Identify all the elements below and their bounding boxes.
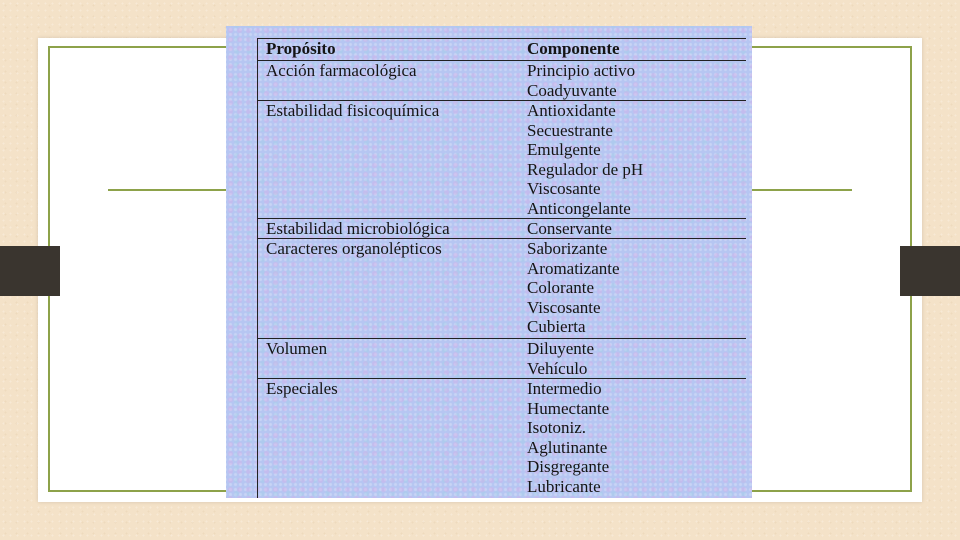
header-component: Componente	[527, 39, 620, 58]
component-item: Colorante	[527, 278, 595, 298]
component-item: Lubricante	[527, 476, 601, 496]
row-components	[527, 379, 609, 497]
row-components	[527, 219, 612, 239]
table-left-rule	[257, 38, 258, 498]
component-item: Saborizante	[527, 239, 608, 258]
component-item: Aglutinante	[527, 437, 608, 457]
component-item: Isotoniz.	[527, 418, 587, 438]
component-item: Viscosante	[527, 297, 601, 317]
component-item: Secuestrante	[527, 120, 613, 140]
component-item: Humectante	[527, 398, 610, 418]
row-purpose: Volumen	[266, 339, 328, 358]
component-item: Anticongelante	[527, 198, 631, 218]
header-purpose: Propósito	[266, 39, 336, 58]
component-item: Coadyuvante	[527, 80, 617, 100]
row-components	[527, 61, 635, 100]
component-item: Diluyente	[527, 339, 595, 358]
component-item: Emulgente	[527, 140, 601, 160]
component-item: Vehículo	[527, 358, 588, 378]
component-item: Intermedio	[527, 379, 602, 398]
component-item: Aromatizante	[527, 258, 620, 278]
title-rule-left	[108, 189, 230, 191]
component-item: Viscosante	[527, 179, 601, 199]
component-item: Antioxidante	[527, 101, 616, 120]
side-tab-left	[0, 246, 60, 296]
row-purpose: Estabilidad microbiológica	[266, 219, 450, 238]
row-divider	[258, 338, 746, 339]
row-purpose: Caracteres organolépticos	[266, 239, 442, 258]
purpose-component-table	[226, 26, 752, 498]
row-components	[527, 339, 594, 378]
component-item: Cubierta	[527, 317, 586, 337]
component-item: Conservante	[527, 219, 612, 238]
row-components	[527, 101, 643, 219]
row-purpose: Especiales	[266, 379, 338, 398]
row-purpose: Acción farmacológica	[266, 61, 417, 80]
component-item: Principio activo	[527, 61, 636, 80]
row-purpose: Estabilidad fisicoquímica	[266, 101, 440, 120]
title-rule-right	[748, 189, 852, 191]
component-item: Regulador de pH	[527, 159, 644, 179]
component-item: Disgregante	[527, 457, 610, 477]
row-components	[527, 239, 620, 337]
side-tab-right	[900, 246, 960, 296]
